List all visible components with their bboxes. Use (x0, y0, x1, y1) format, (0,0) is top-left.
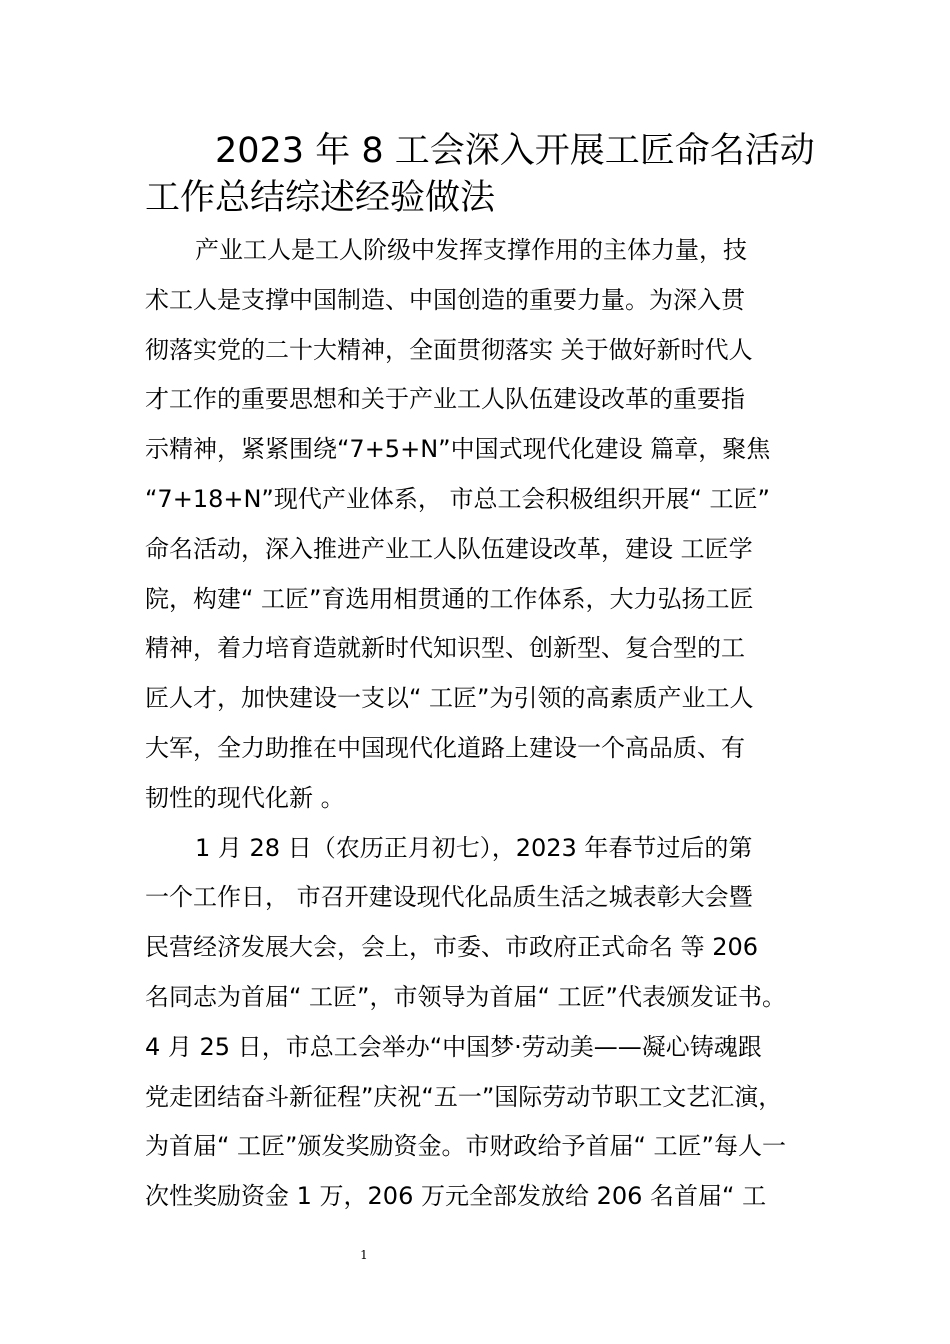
paragraph-2-line: 为首届“ 工匠”颁发奖励资金。市财政给予首届“ 工匠”每人一 (145, 1132, 786, 1161)
paragraph-2-line: 民营经济发展大会，会上，市委、市政府正式命名 等 206 (145, 933, 759, 962)
paragraph-1-line: 院，构建“ 工匠”育选用相贯通的工作体系，大力弘扬工匠 (145, 584, 754, 613)
page-number: 1 (360, 1248, 368, 1262)
paragraph-1-line: 示精神，紧紧围绕“7+5+N”中国式现代化建设 篇章，聚焦 (145, 435, 771, 464)
paragraph-2-line: 名同志为首届“ 工匠”，市领导为首届“ 工匠”代表颁发证书。 (145, 982, 786, 1011)
paragraph-1-line: 精神，着力培育造就新时代知识型、创新型、复合型的工 (145, 634, 745, 663)
paragraph-2-line: 次性奖励资金 1 万，206 万元全部发放给 206 名首届“ 工 (145, 1182, 767, 1211)
document-body (145, 226, 845, 1222)
paragraph-2-line: 一个工作日， 市召开建设现代化品质生活之城表彰大会暨 (145, 883, 753, 912)
paragraph-1-line: 彻落实党的二十大精神，全面贯彻落实 关于做好新时代人 (145, 335, 753, 364)
paragraph-1-line: “7+18+N”现代产业体系， 市总工会积极组织开展“ 工匠” (145, 484, 770, 513)
document-title (145, 128, 835, 222)
paragraph-2-line: 1 月 28 日（农历正月初七），2023 年春节过后的第 (195, 833, 753, 862)
paragraph-1-line: 大军，全力助推在中国现代化道路上建设一个高品质、有 (145, 733, 745, 762)
paragraph-1-line: 才工作的重要思想和关于产业工人队伍建设改革的重要指 (145, 385, 745, 414)
paragraph-1-line: 术工人是支撑中国制造、中国创造的重要力量。为深入贯 (145, 285, 745, 314)
paragraph-1-line: 产业工人是工人阶级中发挥支撑作用的主体力量，技 (195, 236, 747, 264)
title-line-2: 工作总结综述经验做法 (145, 178, 496, 218)
paragraph-2-line: 党走团结奋斗新征程”庆祝“五一”国际劳动节职工文艺汇演， (145, 1082, 783, 1111)
title-line-1: 2023 年 8 工会深入开展工匠命名活动 (215, 131, 815, 171)
paragraph-1-line: 命名活动，深入推进产业工人队伍建设改革，建设 工匠学 (145, 534, 753, 563)
paragraph-1-line: 韧性的现代化新 。 (145, 783, 345, 812)
paragraph-2-line: 4 月 25 日，市总工会举办“中国梦·劳动美——凝心铸魂跟 (145, 1032, 762, 1061)
paragraph-1-line: 匠人才，加快建设一支以“ 工匠”为引领的高素质产业工人 (145, 684, 754, 713)
